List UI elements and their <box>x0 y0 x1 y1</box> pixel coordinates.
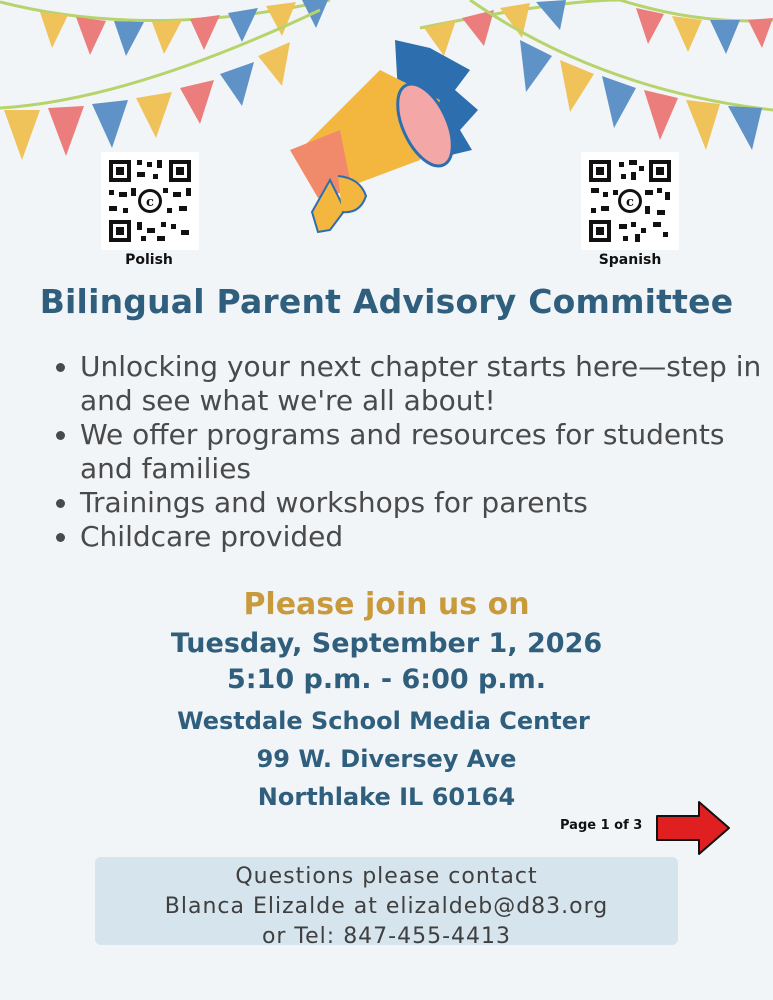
qr-code-icon <box>101 152 199 250</box>
list-item: • We offer programs and resources for students and families <box>80 418 770 486</box>
event-date: Tuesday, September 1, 2026 <box>170 628 603 659</box>
qr-code-spanish[interactable] <box>581 152 679 250</box>
list-item: • Unlocking your next chapter starts here—step in and see what we're all about! <box>80 350 770 418</box>
page-title: Bilingual Parent Advisory Committee <box>39 282 734 321</box>
svg-text:c: c <box>146 195 154 210</box>
list-item: • Trainings and workshops for parents <box>80 486 770 520</box>
qr-code-icon <box>581 152 679 250</box>
event-address-line2: Northlake IL 60164 <box>257 783 516 811</box>
right-arrow-icon[interactable] <box>655 800 731 856</box>
qr-code-polish[interactable] <box>101 152 199 250</box>
event-location-name: Westdale School Media Center <box>177 707 590 735</box>
contact-line: Questions please contact <box>235 864 538 889</box>
qr-label-polish: Polish <box>125 252 173 268</box>
contact-box <box>95 857 678 949</box>
qr-label-spanish: Spanish <box>598 252 662 268</box>
contact-line: Blanca Elizalde at elizaldeb@d83.org <box>164 894 609 919</box>
svg-text:c: c <box>626 195 634 210</box>
page-indicator: Page 1 of 3 <box>560 818 643 833</box>
contact-line: or Tel: 847-455-4413 <box>261 924 512 949</box>
list-item: • Childcare provided <box>80 520 770 554</box>
event-address-line1: 99 W. Diversey Ave <box>256 745 517 773</box>
info-list <box>48 350 770 554</box>
event-time: 5:10 p.m. - 6:00 p.m. <box>226 664 547 695</box>
invite-heading: Please join us on <box>243 587 530 622</box>
